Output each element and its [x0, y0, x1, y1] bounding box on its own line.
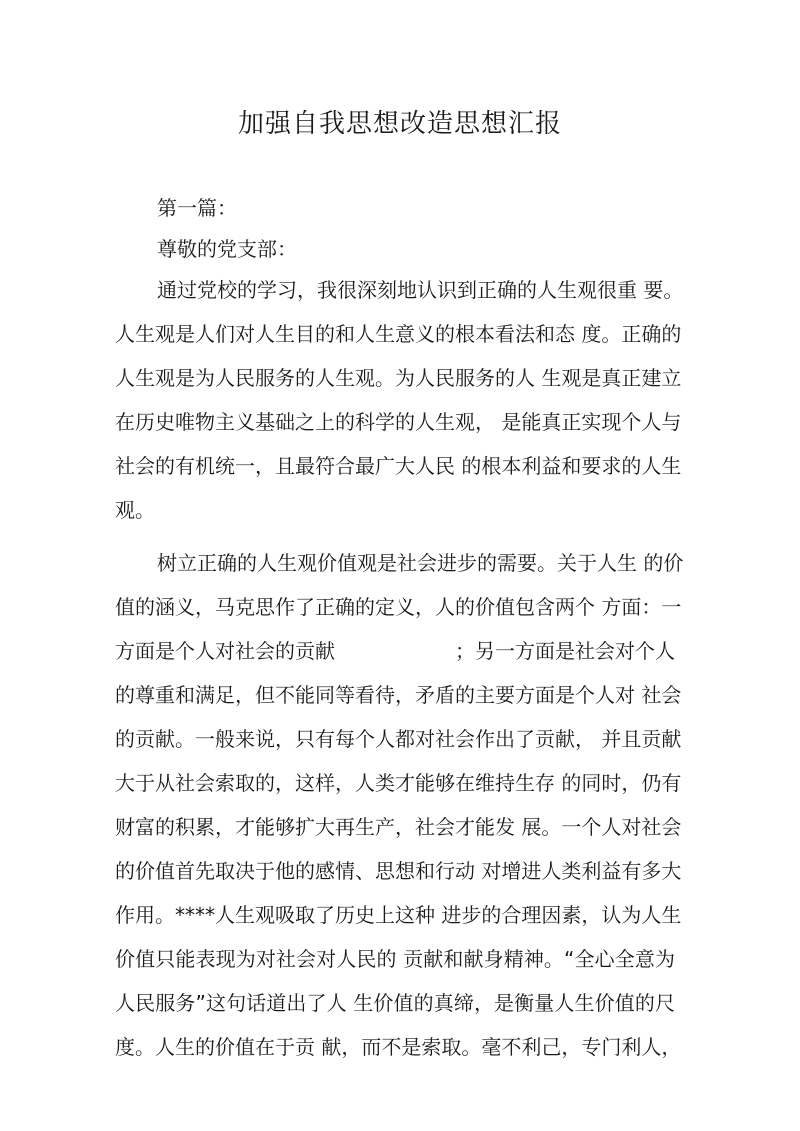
- paragraph2-line: 的贡献。一般来说，只有每个人都对社会作出了贡献， 并且贡献: [115, 727, 682, 751]
- paragraph2-line: 的尊重和满足，但不能同等看待，矛盾的主要方面是个人对 社会: [115, 683, 682, 707]
- document-title: 加强自我思想改造思想汇报: [237, 109, 562, 139]
- paragraph2-line: 大于从社会索取的，这样，人类才能够在维持生存 的同时，仍有: [115, 771, 682, 795]
- paragraph2-line: 的价值首先取决于他的感情、思想和行动 对增进人类利益有多大: [115, 859, 682, 883]
- paragraph2-line: 方面是个人对社会的贡献 ；另一方面是社会对个人: [115, 639, 675, 663]
- paragraph2-line: 度。人生的价值在于贡 献，而不是索取。毫不利己，专门利人，: [115, 1035, 682, 1059]
- paragraph2-line: 值的涵义，马克思作了正确的定义，人的价值包含两个 方面：一: [115, 595, 682, 619]
- paragraph1-line: 观。: [115, 498, 155, 522]
- paragraph2-line: 树立正确的人生观价值观是社会进步的需要。关于人生 的价: [157, 551, 684, 575]
- paragraph1-line: 人生观是人们对人生目的和人生意义的根本看法和态 度。正确的: [115, 322, 682, 346]
- paragraph1-line: 通过党校的学习，我很深刻地认识到正确的人生观很重 要。: [157, 278, 684, 302]
- paragraph2-line: 人民服务”这句话道出了人 生价值的真缔，是衡量人生价值的尺: [115, 991, 675, 1015]
- paragraph1-line: 人生观是为人民服务的人生观。为人民服务的人 生观是真正建立: [115, 366, 682, 390]
- paragraph2-line: 价值只能表现为对社会对人民的 贡献和献身精神。“全心全意为: [115, 947, 675, 971]
- paragraph2-line: 财富的积累，才能够扩大再生产，社会才能发 展。一个人对社会: [115, 815, 682, 839]
- paragraph1-line: 在历史唯物主义基础之上的科学的人生观， 是能真正实现个人与: [115, 410, 682, 434]
- paragraph1-line: 社会的有机统一，且最符合最广大人民 的根本利益和要求的人生: [115, 454, 682, 478]
- section-heading: 第一篇：: [157, 196, 237, 220]
- salutation: 尊敬的党支部：: [157, 237, 297, 261]
- paragraph2-line: 作用。****人生观吸取了历史上这种 进步的合理因素，认为人生: [115, 903, 682, 927]
